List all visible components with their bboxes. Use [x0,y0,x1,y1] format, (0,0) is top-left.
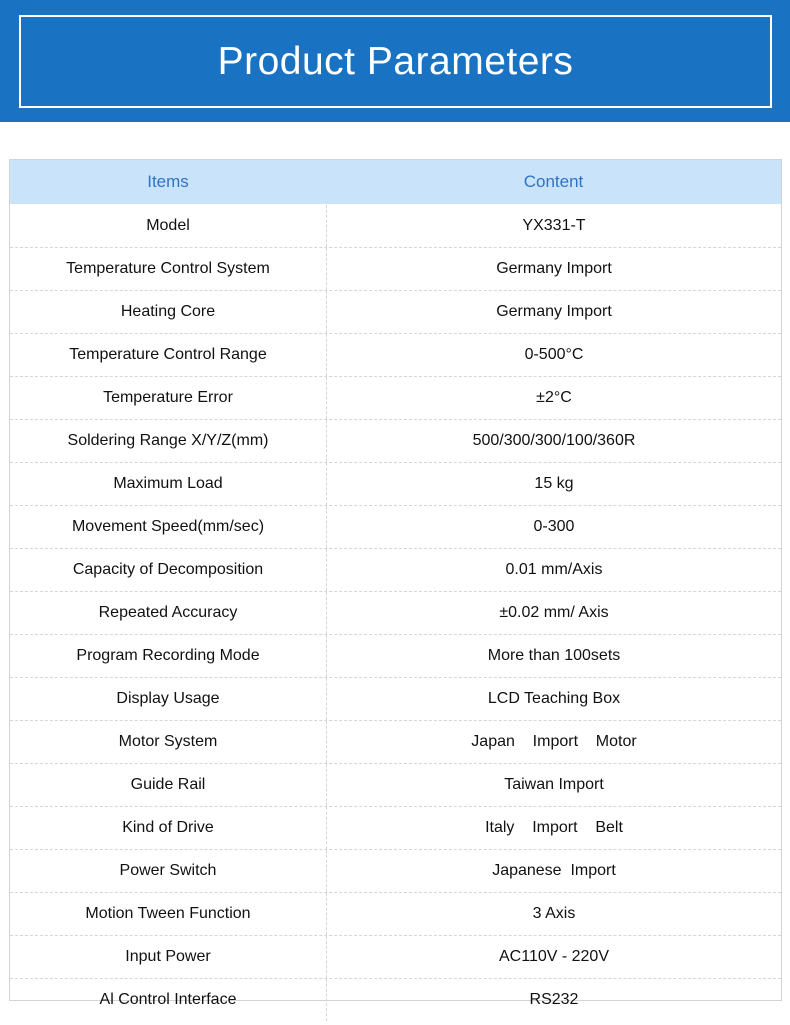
table-row [10,205,781,247]
row-content-value: 15 kg [534,475,574,492]
row-item-label: Temperature Control Range [10,334,327,376]
row-content-value: 0-300 [533,518,575,535]
table-row [10,634,781,677]
table-header [10,160,781,205]
row-content-value: LCD Teaching Box [487,690,621,707]
table-row [10,462,781,505]
row-item-label: Temperature Control System [10,248,327,290]
row-content-value: AC110V - 220V [499,948,609,965]
row-item-label: Power Switch [10,850,327,892]
banner-frame [19,15,772,108]
row-item-label: Movement Speed(mm/sec) [10,506,327,548]
row-item-label: Motion Tween Function [10,893,327,935]
row-content-value: YX331-T [522,217,586,234]
table-row [10,591,781,634]
row-item-label: Kind of Drive [10,807,327,849]
table-row [10,806,781,849]
table-row [10,376,781,419]
row-item-label: Program Recording Mode [10,635,327,677]
row-content-value: RS232 [529,991,579,1008]
table-row [10,677,781,720]
table-body [10,205,781,1021]
column-header-items: Items [147,172,189,191]
table-row [10,763,781,806]
row-item-label: Input Power [10,936,327,978]
row-content-value: 500/300/300/100/360R [472,432,636,449]
row-item-label: Capacity of Decomposition [10,549,327,591]
header-banner [0,0,790,122]
table-row [10,849,781,892]
row-item-label: Soldering Range X/Y/Z(mm) [10,420,327,462]
table-row [10,505,781,548]
table-row [10,548,781,591]
row-content-value: 3 Axis [532,905,576,922]
table-row [10,935,781,978]
row-item-label: Maximum Load [10,463,327,505]
row-content-value: Italy Import Belt [485,819,623,836]
row-content-value: ±0.02 mm/ Axis [499,604,609,621]
row-item-label: Repeated Accuracy [10,592,327,634]
row-item-label: Al Control Interface [10,979,327,1021]
row-content-value: Taiwan Import [504,776,604,793]
row-content-value: Japan Import Motor [471,733,637,750]
row-content-value: Germany Import [496,260,612,277]
row-content-value: 0-500°C [524,346,584,363]
table-row [10,892,781,935]
page-title: Product Parameters [217,39,574,83]
row-content-value: ±2°C [536,389,572,406]
table-row [10,720,781,763]
row-item-label: Motor System [10,721,327,763]
row-content-value: 0.01 mm/Axis [505,561,603,578]
table-row [10,333,781,376]
parameters-table [9,159,782,1008]
table-row [10,419,781,462]
row-item-label: Heating Core [10,291,327,333]
row-content-value: More than 100sets [487,647,621,664]
row-item-label: Temperature Error [10,377,327,419]
row-item-label: Display Usage [10,678,327,720]
table-row [10,978,781,1021]
row-item-label: Model [10,205,327,247]
row-content-value: Japanese Import [492,862,616,879]
row-item-label: Guide Rail [10,764,327,806]
column-header-content: Content [523,172,584,191]
row-content-value: Germany Import [496,303,612,320]
table-row [10,290,781,333]
table-row [10,247,781,290]
